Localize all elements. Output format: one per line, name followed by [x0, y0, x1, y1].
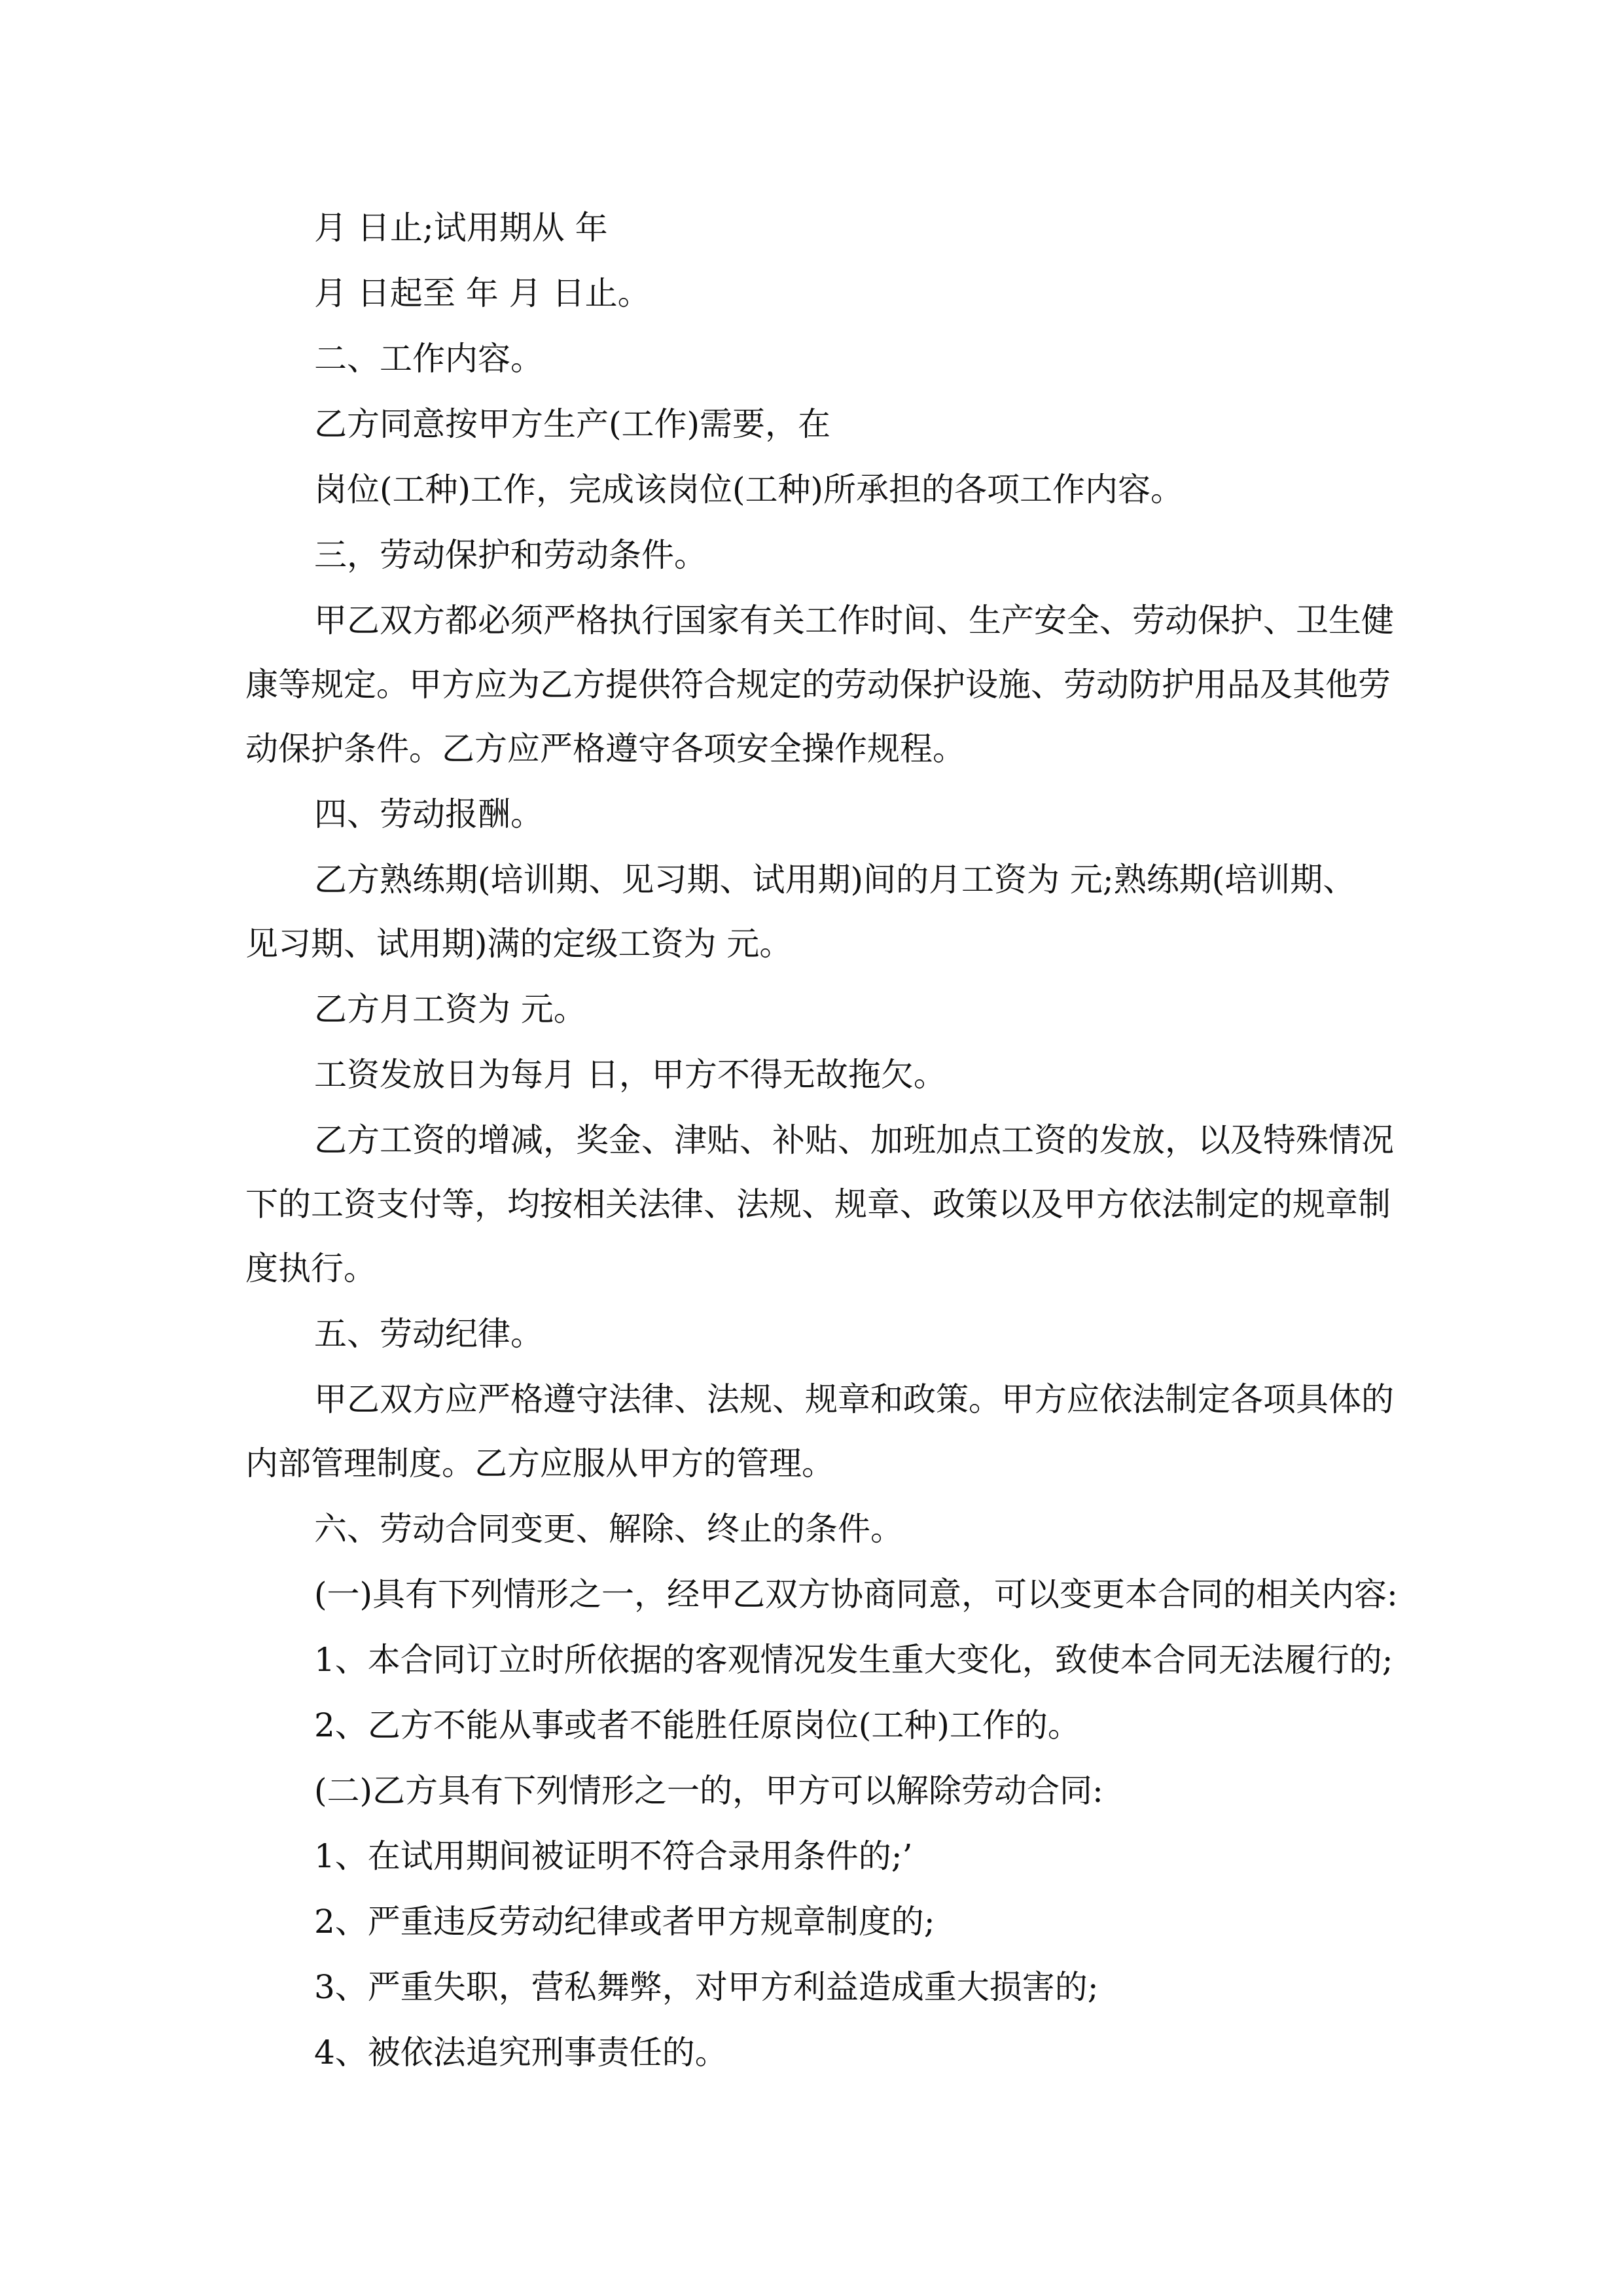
text-line: 见习期、试用期)满的定级工资为 元。 [245, 925, 793, 963]
section-heading: 五、劳动纪律。 [314, 1315, 543, 1353]
text-line: 甲乙双方应严格遵守法律、法规、规章和政策。甲方应依法制定各项具体的 [314, 1380, 1394, 1418]
text-line: 月 日止;试用期从 年 [314, 209, 608, 247]
section-heading: 四、劳动报酬。 [314, 795, 543, 833]
text-line: (一)具有下列情形之一，经甲乙双方协商同意，可以变更本合同的相关内容: [314, 1575, 1398, 1613]
text-line: 2、乙方不能从事或者不能胜任原岗位(工种)工作的。 [314, 1706, 1080, 1744]
text-line: 乙方月工资为 元。 [314, 990, 586, 1028]
text-line: 度执行。 [245, 1249, 376, 1287]
text-line: 4、被依法追究刑事责任的。 [314, 2034, 728, 2072]
text-line: 岗位(工种)工作，完成该岗位(工种)所承担的各项工作内容。 [314, 471, 1184, 509]
text-line: 2、严重违反劳动纪律或者甲方规章制度的; [314, 1903, 935, 1941]
text-line: 乙方工资的增减，奖金、津贴、补贴、加班加点工资的发放，以及特殊情况 [314, 1121, 1394, 1159]
text-line: 甲乙双方都必须严格执行国家有关工作时间、生产安全、劳动保护、卫生健 [314, 601, 1394, 639]
text-line: 下的工资支付等，均按相关法律、法规、规章、政策以及甲方依法制定的规章制 [245, 1185, 1391, 1223]
text-line: 月 日起至 年 月 日止。 [314, 274, 651, 312]
text-line: 乙方熟练期(培训期、见习期、试用期)间的月工资为 元;熟练期(培训期、 [314, 861, 1356, 899]
text-line: 1、本合同订立时所依据的客观情况发生重大变化，致使本合同无法履行的; [314, 1641, 1393, 1679]
text-line: 3、严重失职，营私舞弊，对甲方利益造成重大损害的; [314, 1968, 1099, 2006]
section-heading: 六、劳动合同变更、解除、终止的条件。 [314, 1510, 903, 1548]
section-heading: 三，劳动保护和劳动条件。 [314, 536, 707, 574]
section-heading: 二、工作内容。 [314, 340, 543, 378]
text-line: 内部管理制度。乙方应服从甲方的管理。 [245, 1444, 834, 1482]
text-line: 康等规定。甲方应为乙方提供符合规定的劳动保护设施、劳动防护用品及其他劳 [245, 666, 1391, 704]
text-line: 动保护条件。乙方应严格遵守各项安全操作规程。 [245, 730, 965, 768]
text-line: 乙方同意按甲方生产(工作)需要，在 [314, 405, 831, 443]
text-line: 1、在试用期间被证明不符合录用条件的;’ [314, 1837, 913, 1875]
text-line: 工资发放日为每月 日，甲方不得无故拖欠。 [314, 1056, 946, 1094]
text-line: (二)乙方具有下列情形之一的，甲方可以解除劳动合同: [314, 1772, 1103, 1810]
